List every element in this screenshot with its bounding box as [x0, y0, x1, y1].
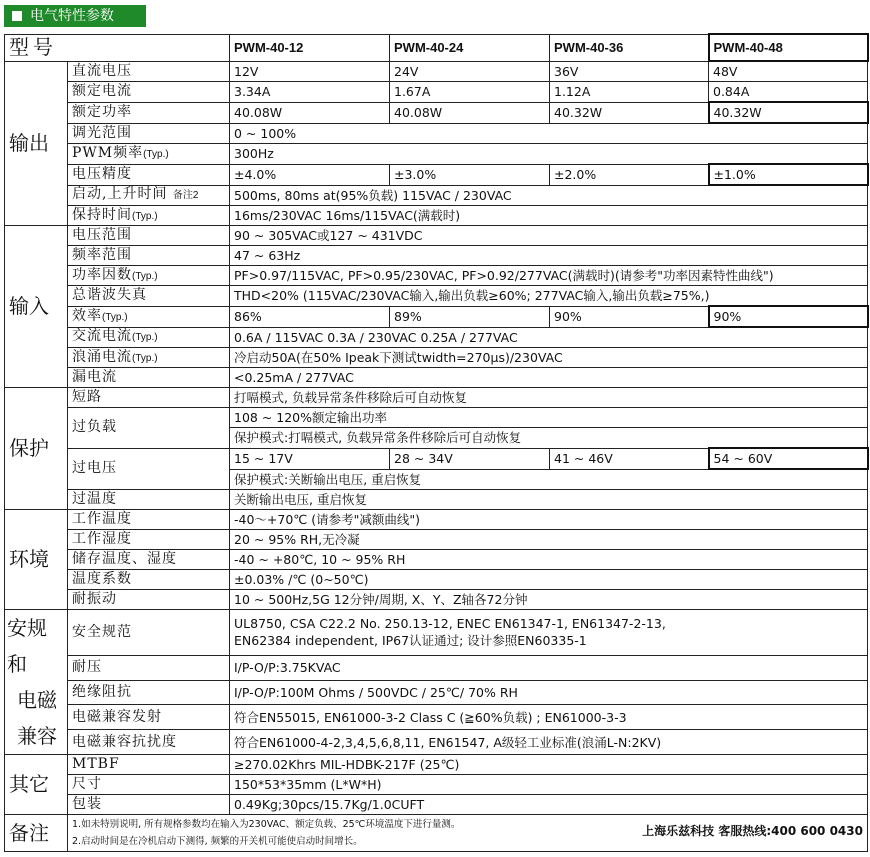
row-label: 储存温度、湿度	[68, 550, 230, 570]
label-text: 效率	[72, 307, 102, 324]
cell: 86%	[230, 306, 390, 327]
cell: 150*53*35mm (L*W*H)	[230, 775, 868, 795]
table-row	[5, 680, 868, 705]
table-row	[5, 144, 868, 165]
cell: ±0.03% /℃ (0~50℃)	[230, 570, 868, 590]
note-line: 1.如未特别说明, 所有规格参数均在输入为230VAC、额定负载、25℃环境温度下进行量测。	[72, 819, 461, 830]
row-label: 电磁兼容抗扰度	[68, 730, 230, 755]
cell: 89%	[390, 306, 550, 327]
table-row	[5, 82, 868, 103]
row-label: 尺寸	[68, 775, 230, 795]
cell: 40.08W	[230, 102, 390, 123]
cell: 保护模式:打嗝模式, 负载异常条件移除后可自动恢复	[230, 428, 868, 449]
row-label: 温度系数	[68, 570, 230, 590]
row-label: 耐压	[68, 655, 230, 680]
table-row	[5, 815, 868, 852]
table-row	[5, 286, 868, 307]
table-row	[5, 388, 868, 408]
cell: 28 ~ 34V	[390, 448, 550, 469]
cell-line: UL8750, CSA C22.2 No. 250.13-12, ENEC EN61347-1, EN61347-2-13,	[234, 616, 666, 632]
group-line: 安规和	[7, 616, 47, 676]
type-label: 型号	[5, 34, 230, 61]
cell: -40～+70℃ (请参考"减额曲线")	[230, 510, 868, 530]
cell: 保护模式:关断输出电压, 重启恢复	[230, 469, 868, 490]
row-label: 调光范围	[68, 123, 230, 144]
row-label: 短路	[68, 388, 230, 408]
cell: THD<20% (115VAC/230VAC输入,输出负载≥60%; 277VAC输入,输出负载≥75%,)	[230, 286, 868, 307]
cell: ±3.0%	[390, 164, 550, 185]
table-row	[5, 590, 868, 610]
cell: 0.49Kg;30pcs/15.7Kg/1.0CUFT	[230, 795, 868, 815]
row-label: 过电压	[68, 448, 230, 490]
cell: ≥270.02Khrs MIL-HDBK-217F (25℃)	[230, 755, 868, 775]
table-row	[5, 408, 868, 428]
table-row	[5, 102, 868, 123]
label-text: 浪涌电流	[72, 348, 132, 365]
table-row	[5, 610, 868, 656]
table-row	[5, 185, 868, 206]
label-text: 保持时间	[72, 206, 132, 223]
table-row	[5, 755, 868, 775]
group-input: 输入	[5, 226, 68, 388]
cell: 20 ~ 95% RH,无冷凝	[230, 530, 868, 550]
cell: 符合EN61000-4-2,3,4,5,6,8,11, EN61547, A级轻工业标准(浪涌L-N:2KV)	[230, 730, 868, 755]
row-label	[68, 144, 230, 165]
row-label	[68, 206, 230, 226]
typ-note: (Typ.)	[143, 148, 169, 160]
row-label: 过负载	[68, 408, 230, 449]
cell-line: EN62384 independent, IP67认证通过; 设计参照EN60335-1	[234, 633, 587, 649]
cell: I/P-O/P:100M Ohms / 500VDC / 25℃/ 70% RH	[230, 680, 868, 705]
spec-table	[4, 33, 869, 852]
notes-cell	[68, 815, 868, 852]
cell: 3.34A	[230, 82, 390, 103]
table-row	[5, 306, 868, 327]
table-row	[5, 655, 868, 680]
note-ref: 备注2	[172, 190, 199, 202]
hotline-text: 上海乐兹科技 客服热线:400 600 0430	[642, 824, 863, 838]
square-icon	[12, 11, 22, 21]
cell: 10 ~ 500Hz,5G 12分钟/周期, X、Y、Z轴各72分钟	[230, 590, 868, 610]
row-label: 总谐波失真	[68, 286, 230, 307]
note-line: 2.启动时间是在冷机启动下测得, 频繁的开关机可能使启动时间增长。	[72, 836, 363, 847]
model-2: PWM-40-24	[390, 34, 550, 61]
cell: 12V	[230, 61, 390, 82]
label-text: 功率因数	[72, 266, 132, 283]
table-row	[5, 368, 868, 388]
table-row	[5, 795, 868, 815]
row-label	[68, 348, 230, 368]
cell: 500ms, 80ms at(95%负载) 115VAC / 230VAC	[230, 185, 868, 206]
cell: I/P-O/P:3.75KVAC	[230, 655, 868, 680]
cell: 48V	[709, 61, 868, 82]
table-row	[5, 327, 868, 348]
cell: 0.6A / 115VAC 0.3A / 230VAC 0.25A / 277VAC	[230, 327, 868, 348]
cell	[230, 610, 868, 656]
cell: 24V	[390, 61, 550, 82]
table-row	[5, 266, 868, 286]
row-label: 绝缘阻抗	[68, 680, 230, 705]
cell: ±2.0%	[550, 164, 709, 185]
row-label: 工作湿度	[68, 530, 230, 550]
row-label: 漏电流	[68, 368, 230, 388]
table-row	[5, 448, 868, 469]
cell: 36V	[550, 61, 709, 82]
cell: 0.84A	[709, 82, 868, 103]
table-row	[5, 510, 868, 530]
cell: 90%	[550, 306, 709, 327]
row-label: 电磁兼容发射	[68, 705, 230, 730]
table-row	[5, 730, 868, 755]
cell: 关断输出电压, 重启恢复	[230, 490, 868, 510]
row-label: 直流电压	[68, 61, 230, 82]
table-row	[5, 206, 868, 226]
typ-note: (Typ.)	[102, 311, 128, 323]
table-row	[5, 123, 868, 144]
typ-note: (Typ.)	[132, 352, 158, 364]
cell: 90%	[709, 306, 868, 327]
table-row	[5, 490, 868, 510]
cell: ±4.0%	[230, 164, 390, 185]
group-safety-emc	[5, 610, 68, 755]
table-row	[5, 705, 868, 730]
cell: 47 ~ 63Hz	[230, 246, 868, 266]
model-4: PWM-40-48	[709, 34, 868, 61]
row-label: 频率范围	[68, 246, 230, 266]
row-label: 包装	[68, 795, 230, 815]
table-row	[5, 246, 868, 266]
cell: -40 ~ +80℃, 10 ~ 95% RH	[230, 550, 868, 570]
row-label: 工作温度	[68, 510, 230, 530]
row-label: MTBF	[68, 755, 230, 775]
table-row	[5, 550, 868, 570]
cell: 40.32W	[709, 102, 868, 123]
banner-title: 电气特性参数	[30, 8, 114, 24]
row-label	[68, 306, 230, 327]
cell: 1.67A	[390, 82, 550, 103]
cell: 0 ~ 100%	[230, 123, 868, 144]
cell: 54 ~ 60V	[709, 448, 868, 469]
group-line: 兼容	[17, 724, 57, 748]
cell: ±1.0%	[709, 164, 868, 185]
row-label: 安全规范	[68, 610, 230, 656]
row-label	[68, 185, 230, 206]
table-row	[5, 530, 868, 550]
row-label	[68, 327, 230, 348]
row-label: 过温度	[68, 490, 230, 510]
cell: 300Hz	[230, 144, 868, 165]
cell: 40.08W	[390, 102, 550, 123]
table-row	[5, 164, 868, 185]
cell: 符合EN55015, EN61000-3-2 Class C (≧60%负载) ; EN61000-3-3	[230, 705, 868, 730]
typ-note: (Typ.)	[132, 210, 158, 222]
row-label: 电压范围	[68, 226, 230, 246]
cell: 1.12A	[550, 82, 709, 103]
table-row	[5, 61, 868, 82]
row-label: 额定功率	[68, 102, 230, 123]
cell: 41 ~ 46V	[550, 448, 709, 469]
typ-note: (Typ.)	[132, 270, 158, 282]
cell: 冷启动50A(在50% Ipeak下测试twidth=270μs)/230VAC	[230, 348, 868, 368]
group-line: 电磁	[17, 688, 57, 712]
cell: 打嗝模式, 负载异常条件移除后可自动恢复	[230, 388, 868, 408]
group-notes: 备注	[5, 815, 68, 852]
cell: 108 ~ 120%额定输出功率	[230, 408, 868, 428]
cell: 90 ~ 305VAC或127 ~ 431VDC	[230, 226, 868, 246]
model-1: PWM-40-12	[230, 34, 390, 61]
label-text: 启动,上升时间	[72, 186, 168, 203]
table-row	[5, 34, 868, 61]
group-others: 其它	[5, 755, 68, 815]
cell: 40.32W	[550, 102, 709, 123]
typ-note: (Typ.)	[132, 332, 158, 344]
table-row	[5, 226, 868, 246]
cell: 16ms/230VAC 16ms/115VAC(满载时)	[230, 206, 868, 226]
row-label	[68, 266, 230, 286]
row-label: 额定电流	[68, 82, 230, 103]
section-banner	[4, 5, 146, 27]
row-label: 电压精度	[68, 164, 230, 185]
model-3: PWM-40-36	[550, 34, 709, 61]
table-row	[5, 570, 868, 590]
group-protection: 保护	[5, 388, 68, 510]
row-label: 耐振动	[68, 590, 230, 610]
label-text: PWM频率	[72, 144, 144, 161]
cell: 15 ~ 17V	[230, 448, 390, 469]
group-output: 输出	[5, 61, 68, 226]
table-row	[5, 348, 868, 368]
label-text: 交流电流	[72, 328, 132, 345]
group-environment: 环境	[5, 510, 68, 610]
table-row	[5, 775, 868, 795]
cell: <0.25mA / 277VAC	[230, 368, 868, 388]
cell: PF>0.97/115VAC, PF>0.95/230VAC, PF>0.92/277VAC(满载时)(请参考"功率因素特性曲线")	[230, 266, 868, 286]
